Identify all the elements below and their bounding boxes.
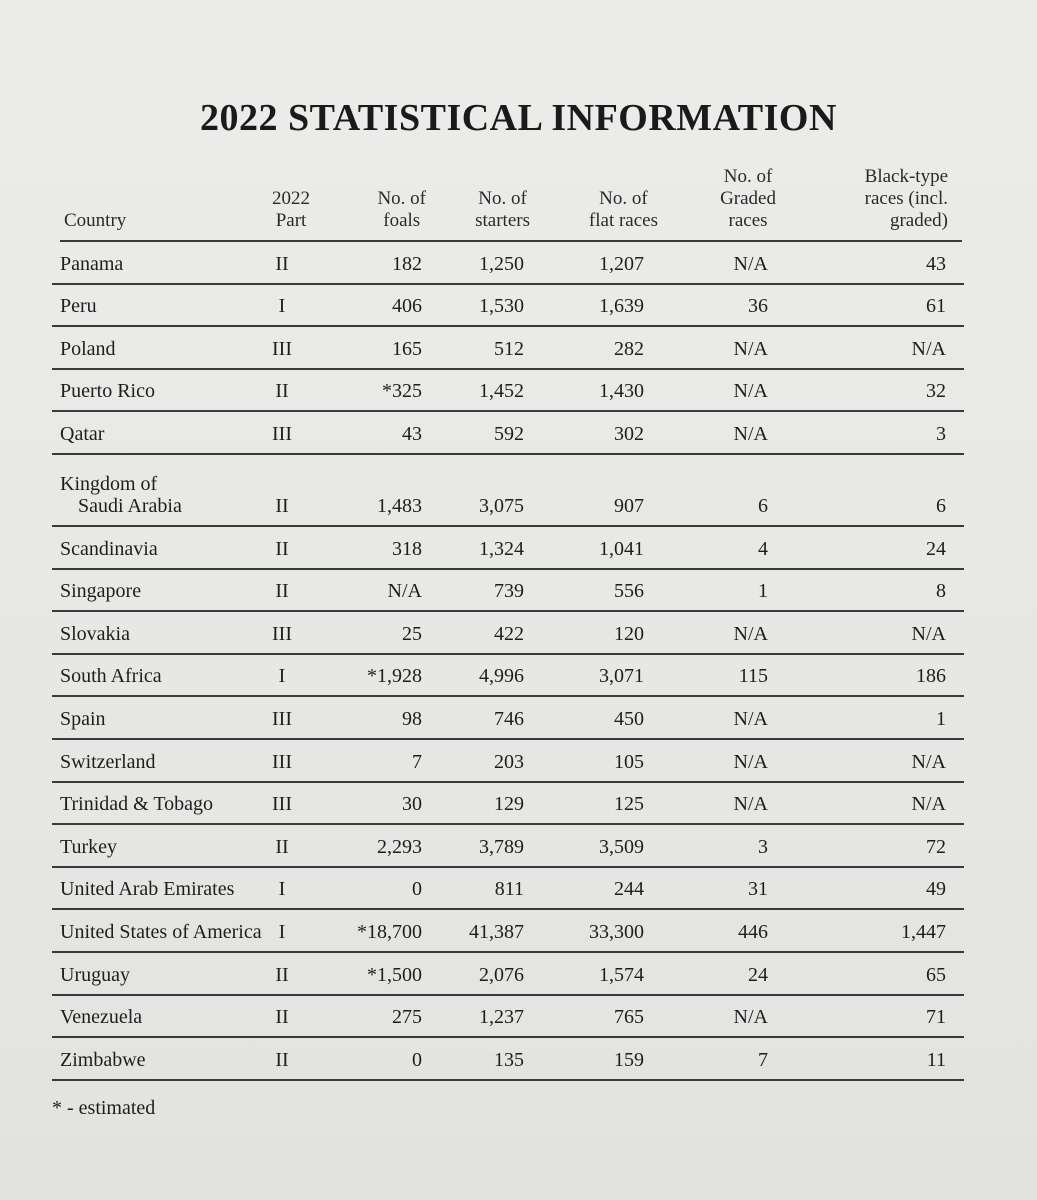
table-row [52, 412, 964, 455]
header-country: Country [64, 210, 127, 231]
cell-graded-races: 36 [748, 295, 768, 318]
cell-black-type-races: 186 [916, 665, 946, 688]
cell-black-type-races: 6 [936, 494, 946, 517]
cell-foals: N/A [387, 580, 422, 603]
cell-starters: 422 [494, 622, 524, 645]
cell-black-type-races: 8 [936, 580, 946, 603]
cell-starters: 512 [494, 337, 524, 360]
cell-flat-races: 3,509 [599, 835, 644, 858]
cell-foals: 7 [412, 750, 422, 773]
header-graded-races: No. of Graded races [720, 166, 776, 231]
cell-country: Venezuela [60, 1006, 143, 1029]
cell-flat-races: 907 [614, 494, 644, 517]
cell-country: Scandinavia [60, 537, 158, 560]
table-body [52, 242, 964, 1081]
cell-graded-races: 7 [758, 1048, 768, 1071]
cell-foals: 165 [392, 337, 422, 360]
cell-foals: 318 [392, 537, 422, 560]
table-row [52, 996, 964, 1039]
cell-black-type-races: 1,447 [901, 920, 946, 943]
page-title: 2022 STATISTICAL INFORMATION [200, 97, 837, 139]
cell-starters: 1,250 [479, 252, 524, 275]
cell-flat-races: 244 [614, 878, 644, 901]
cell-black-type-races: 65 [926, 963, 946, 986]
cell-black-type-races: N/A [911, 622, 946, 645]
cell-foals: 43 [402, 422, 422, 445]
table-row [52, 285, 964, 328]
table-row [52, 242, 964, 285]
cell-part: III [272, 707, 292, 730]
cell-graded-races: 1 [758, 580, 768, 603]
cell-country: Zimbabwe [60, 1048, 146, 1071]
cell-starters: 135 [494, 1048, 524, 1071]
table-row [52, 655, 964, 698]
cell-part: III [272, 337, 292, 360]
cell-country: Uruguay [60, 963, 130, 986]
cell-country: Peru [60, 295, 97, 318]
cell-part: I [278, 920, 286, 943]
cell-black-type-races: 11 [926, 1048, 946, 1071]
cell-graded-races: 4 [758, 537, 768, 560]
cell-starters: 203 [494, 750, 524, 773]
cell-flat-races: 450 [614, 707, 644, 730]
cell-country: Puerto Rico [60, 380, 155, 403]
footnote: * - estimated [52, 1097, 156, 1119]
cell-flat-races: 556 [614, 580, 644, 603]
cell-graded-races: N/A [733, 750, 768, 773]
table-row [52, 910, 964, 953]
cell-country: Qatar [60, 422, 105, 445]
table-row [52, 740, 964, 783]
cell-country: Singapore [60, 580, 142, 603]
cell-country: Poland [60, 337, 116, 360]
cell-foals: *325 [382, 380, 422, 403]
cell-country: Trinidad & Tobago [60, 793, 214, 816]
table-row [52, 783, 964, 826]
cell-part: II [275, 580, 289, 603]
cell-flat-races: 33,300 [589, 920, 644, 943]
cell-black-type-races: 43 [926, 252, 946, 275]
cell-foals: 0 [412, 878, 422, 901]
cell-starters: 2,076 [479, 963, 524, 986]
cell-flat-races: 1,574 [599, 963, 644, 986]
cell-graded-races: 31 [748, 878, 768, 901]
cell-flat-races: 159 [614, 1048, 644, 1071]
cell-black-type-races: N/A [911, 750, 946, 773]
table-row [52, 825, 964, 868]
table-header [60, 160, 962, 242]
cell-starters: 1,530 [479, 295, 524, 318]
header-part: 2022 Part [272, 188, 310, 231]
header-foals: No. of foals [377, 188, 426, 231]
table-row [52, 868, 964, 911]
table-row [52, 327, 964, 370]
cell-country: Panama [60, 252, 124, 275]
cell-part: I [278, 295, 286, 318]
cell-black-type-races: 71 [926, 1006, 946, 1029]
cell-part: III [272, 750, 292, 773]
cell-graded-races: 24 [748, 963, 768, 986]
table-row [52, 570, 964, 613]
cell-part: II [275, 537, 289, 560]
cell-black-type-races: 3 [936, 422, 946, 445]
cell-starters: 3,789 [479, 835, 524, 858]
cell-foals: 406 [392, 295, 422, 318]
cell-starters: 739 [494, 580, 524, 603]
cell-starters: 129 [494, 793, 524, 816]
cell-country: Turkey [60, 835, 118, 858]
table-row [52, 612, 964, 655]
cell-starters: 1,324 [479, 537, 524, 560]
cell-part: III [272, 422, 292, 445]
cell-foals: 25 [402, 622, 422, 645]
cell-starters: 4,996 [479, 665, 524, 688]
cell-graded-races: 6 [758, 494, 768, 517]
cell-graded-races: N/A [733, 252, 768, 275]
cell-flat-races: 1,430 [599, 380, 644, 403]
cell-country: Spain [60, 707, 106, 730]
cell-part: II [275, 963, 289, 986]
cell-graded-races: 446 [738, 920, 768, 943]
cell-starters: 1,237 [479, 1006, 524, 1029]
table-row [52, 1038, 964, 1081]
header-starters: No. of starters [475, 188, 530, 231]
cell-starters: 1,452 [479, 380, 524, 403]
cell-foals: 30 [402, 793, 422, 816]
cell-graded-races: 3 [758, 835, 768, 858]
cell-foals: *1,928 [367, 665, 422, 688]
cell-country: United States of America [60, 920, 262, 943]
cell-foals: *1,500 [367, 963, 422, 986]
cell-starters: 811 [494, 878, 524, 901]
cell-starters: 41,387 [469, 920, 524, 943]
table-row [52, 697, 964, 740]
cell-foals: 1,483 [377, 494, 422, 517]
cell-part: II [275, 1006, 289, 1029]
cell-part: II [275, 835, 289, 858]
header-black-type-races: Black-type races (incl. graded) [864, 166, 948, 231]
cell-part: II [275, 1048, 289, 1071]
cell-graded-races: N/A [733, 1006, 768, 1029]
cell-foals: *18,700 [357, 920, 422, 943]
table-row [52, 370, 964, 413]
cell-flat-races: 1,207 [599, 252, 644, 275]
cell-graded-races: N/A [733, 622, 768, 645]
cell-part: III [272, 793, 292, 816]
cell-foals: 2,293 [377, 835, 422, 858]
cell-graded-races: N/A [733, 707, 768, 730]
cell-part: II [275, 252, 289, 275]
cell-flat-races: 1,041 [599, 537, 644, 560]
cell-graded-races: N/A [733, 380, 768, 403]
cell-flat-races: 1,639 [599, 295, 644, 318]
cell-part: I [278, 878, 286, 901]
cell-foals: 275 [392, 1006, 422, 1029]
cell-part: III [272, 622, 292, 645]
cell-black-type-races: 49 [926, 878, 946, 901]
table-row [52, 527, 964, 570]
cell-graded-races: N/A [733, 337, 768, 360]
cell-starters: 592 [494, 422, 524, 445]
header-flat-races: No. of flat races [588, 188, 658, 231]
cell-part: I [278, 665, 286, 688]
cell-graded-races: 115 [738, 665, 768, 688]
cell-flat-races: 3,071 [599, 665, 644, 688]
cell-graded-races: N/A [733, 793, 768, 816]
cell-black-type-races: N/A [911, 337, 946, 360]
cell-starters: 746 [494, 707, 524, 730]
cell-foals: 98 [402, 707, 422, 730]
cell-part: II [275, 494, 289, 517]
cell-country: South Africa [60, 665, 162, 688]
cell-flat-races: 765 [614, 1006, 644, 1029]
cell-part: II [275, 380, 289, 403]
cell-foals: 0 [412, 1048, 422, 1071]
cell-black-type-races: 72 [926, 835, 946, 858]
cell-black-type-races: 24 [926, 537, 946, 560]
cell-country: Slovakia [60, 622, 130, 645]
cell-flat-races: 105 [614, 750, 644, 773]
cell-country: United Arab Emirates [60, 878, 235, 901]
cell-graded-races: N/A [733, 422, 768, 445]
cell-starters: 3,075 [479, 494, 524, 517]
cell-country: Switzerland [60, 750, 156, 773]
cell-flat-races: 282 [614, 337, 644, 360]
cell-foals: 182 [392, 252, 422, 275]
cell-flat-races: 125 [614, 793, 644, 816]
cell-flat-races: 302 [614, 422, 644, 445]
cell-flat-races: 120 [614, 622, 644, 645]
cell-black-type-races: N/A [911, 793, 946, 816]
table-row [52, 455, 964, 527]
table-row [52, 953, 964, 996]
cell-black-type-races: 32 [926, 380, 946, 403]
cell-black-type-races: 61 [926, 295, 946, 318]
cell-country: Kingdom of Saudi Arabia [60, 472, 182, 517]
cell-black-type-races: 1 [936, 707, 946, 730]
